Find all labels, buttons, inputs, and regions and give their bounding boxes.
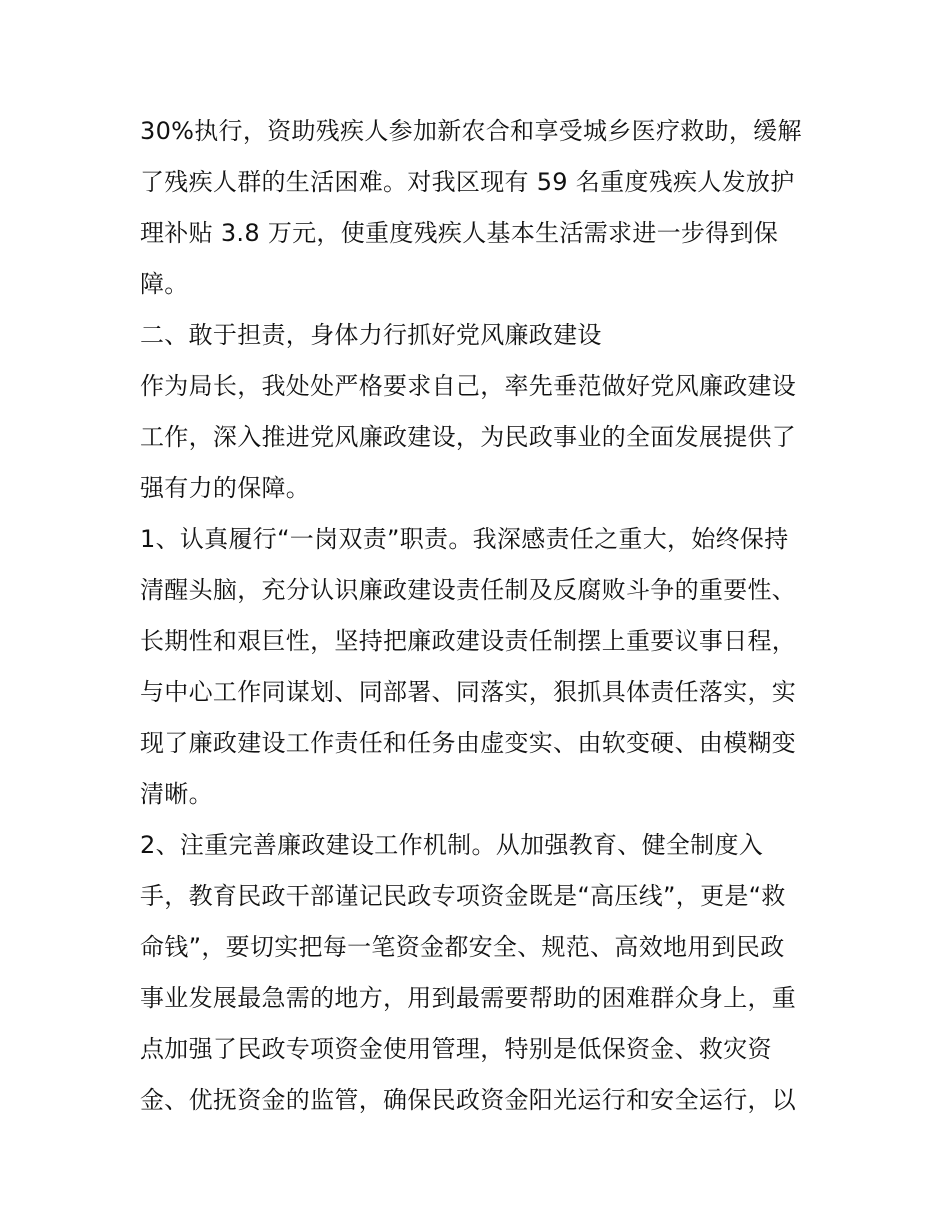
text-line: 金、优抚资金的监管，确保民政资金阳光运行和安全运行，以	[140, 1086, 797, 1114]
text-line: 现了廉政建设工作责任和任务由虚变实、由软变硬、由模糊变	[140, 729, 797, 757]
text-line: 强有力的保障。	[140, 474, 311, 502]
text-line: 理补贴 3.8 万元，使重度残疾人基本生活需求进一步得到保	[140, 219, 779, 247]
text-line: 命钱”，要切实把每一笔资金都安全、规范、高效地用到民政	[140, 933, 785, 961]
text-line: 事业发展最急需的地方，用到最需要帮助的困难群众身上，重	[140, 984, 797, 1012]
document-body	[140, 106, 820, 1126]
text-line: 作为局长，我处处严格要求自己，率先垂范做好党风廉政建设	[140, 372, 797, 400]
text-line: 与中心工作同谋划、同部署、同落实，狠抓具体责任落实，实	[140, 678, 797, 706]
text-line: 1、认真履行“一岗双责”职责。我深感责任之重大，始终保持	[140, 525, 789, 553]
section-heading: 二、敢于担责，身体力行抓好党风廉政建设	[140, 321, 602, 349]
text-line: 长期性和艰巨性，坚持把廉政建设责任制摆上重要议事日程，	[140, 627, 797, 655]
text-line: 障。	[140, 270, 189, 298]
text-line: 工作，深入推进党风廉政建设，为民政事业的全面发展提供了	[140, 423, 797, 451]
text-line: 清晰。	[140, 780, 213, 808]
text-line: 30%执行，资助残疾人参加新农合和享受城乡医疗救助，缓解	[140, 117, 802, 145]
text-line: 了残疾人群的生活困难。对我区现有 59 名重度残疾人发放护	[140, 168, 795, 196]
text-line: 清醒头脑，充分认识廉政建设责任制及反腐败斗争的重要性、	[140, 576, 797, 604]
text-line: 手，教育民政干部谨记民政专项资金既是“高压线”，更是“救	[140, 882, 786, 910]
text-line: 2、注重完善廉政建设工作机制。从加强教育、健全制度入	[140, 831, 764, 859]
text-line: 点加强了民政专项资金使用管理，特别是低保资金、救灾资	[140, 1035, 772, 1063]
